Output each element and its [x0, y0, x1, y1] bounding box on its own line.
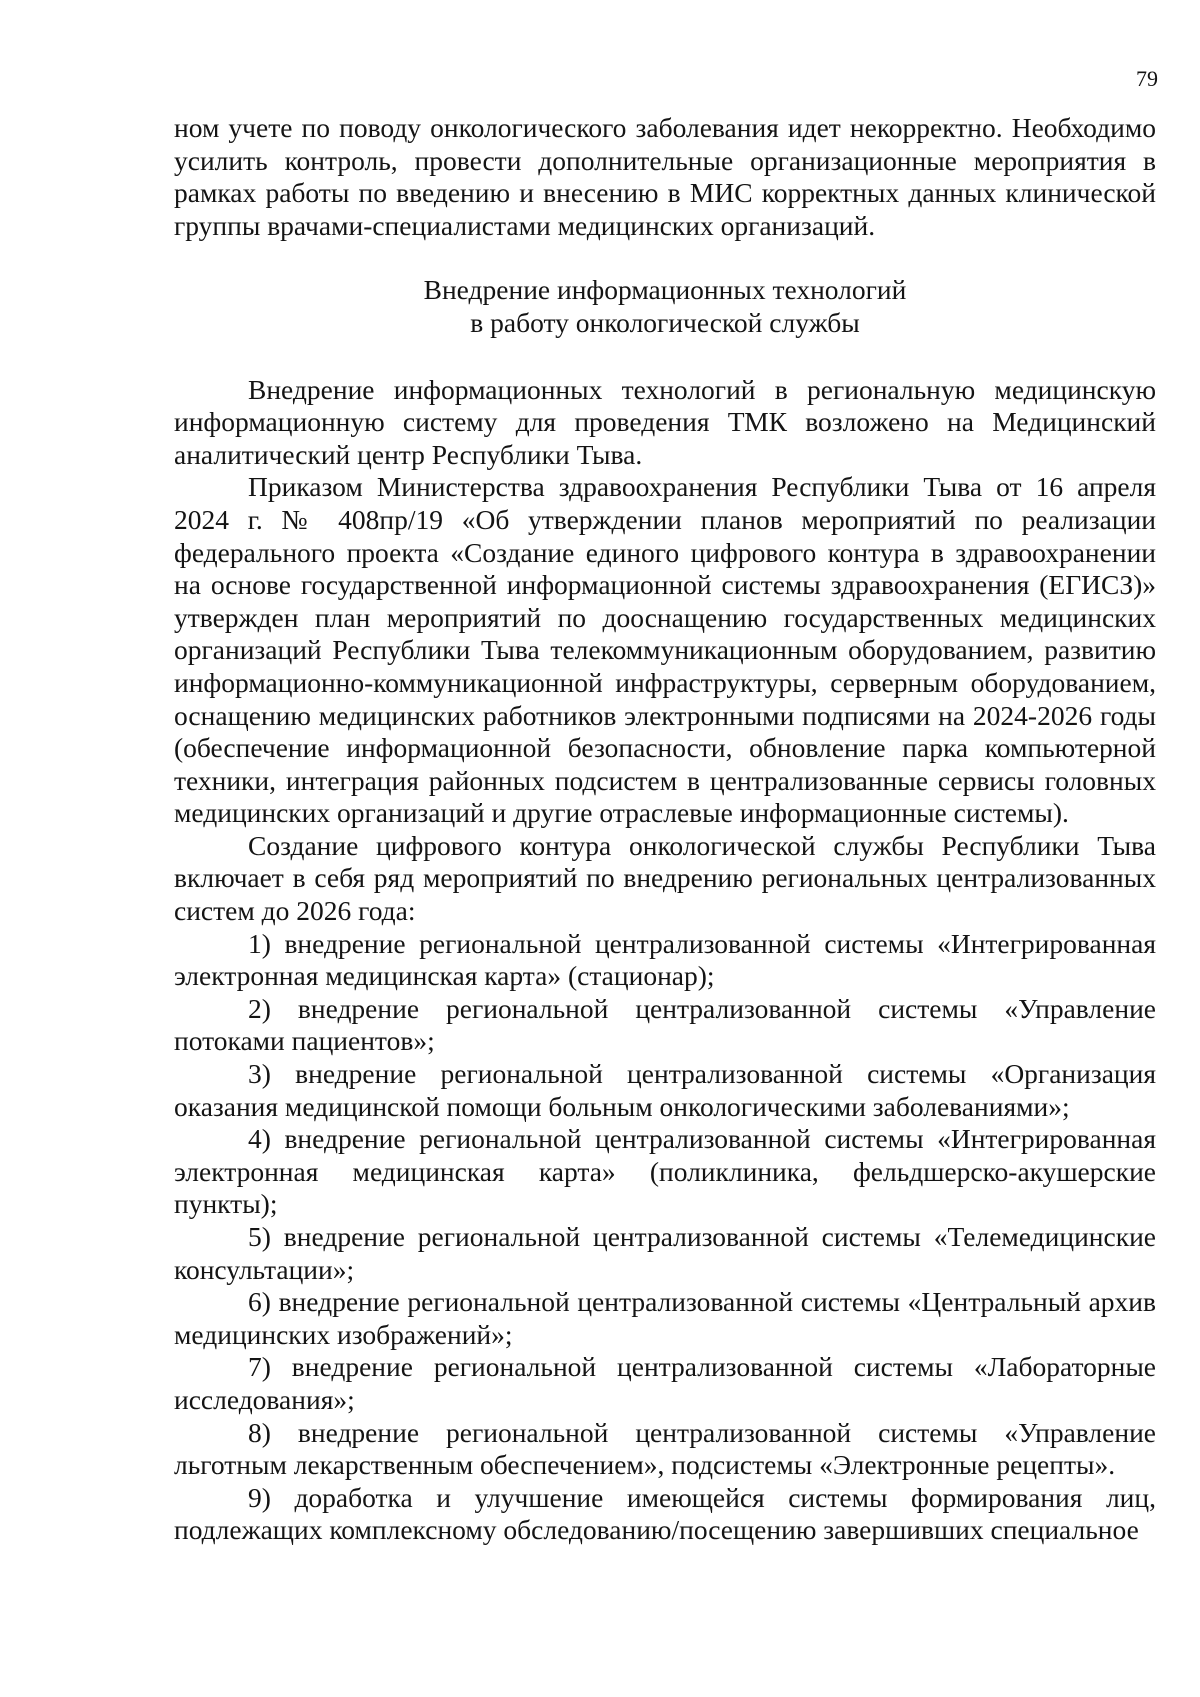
- section-heading: [174, 274, 1156, 339]
- list-item-2: 2) внедрение региональной централизованной системы «Управление потоками пациентов»;: [174, 992, 1156, 1057]
- list-item-4: 4) внедрение региональной централизованной системы «Интегрированная электронная медицинская карта» (поликлиника, фельдшерско-акушерские пункты);: [174, 1123, 1156, 1220]
- section-heading-line-1: Внедрение информационных технологий: [423, 274, 907, 306]
- list-item-8: 8) внедрение региональной централизованной системы «Управление льготным лекарственным обеспечением», подсистемы «Электронные рецепты».: [174, 1416, 1156, 1481]
- section-heading-line-2: в работу онкологической службы: [470, 306, 860, 338]
- document-body: [174, 112, 1156, 1547]
- paragraph-tmk: Внедрение информационных технологий в региональную медицинскую информационную систему для проведения ТМК возложено на Медицинский аналитический центр Республики Тыва.: [174, 373, 1156, 470]
- intro-paragraph: ном учете по поводу онкологического заболевания идет некорректно. Необходимо усилить контроль, провести дополнительные организационные мероприятия в рамках работы по введению и внесению в МИС корректных данных клинической группы врачами-специалистами медицинских организаций.: [174, 112, 1156, 241]
- list-item-1: 1) внедрение региональной централизованной системы «Интегрированная электронная медицинская карта» (стационар);: [174, 927, 1156, 992]
- list-item-5: 5) внедрение региональной централизованной системы «Телемедицинские консультации»;: [174, 1221, 1156, 1285]
- list-item-9: 9) доработка и улучшение имеющейся системы формирования лиц, подлежащих комплексному обследованию/посещению завершивших специальное: [174, 1481, 1156, 1546]
- list-item-6: 6) внедрение региональной централизованной системы «Центральный архив медицинских изображений»;: [174, 1286, 1156, 1350]
- paragraph-order: Приказом Министерства здравоохранения Республики Тыва от 16 апреля 2024 г. № 408пр/19 «Об утверждении планов мероприятий по реализации федерального проекта «Создание единого цифрового контура в здравоохранении на основе государственной информационной системы здравоохранения (ЕГИСЗ)» утвержден план мероприятий по дооснащению государственных медицинских организаций Республики Тыва телекоммуникационным оборудованием, развитию информационно-коммуникационной инфраструктуры, серверным оборудованием, оснащению медицинских работников электронными подписями на 2024-2026 годы (обеспечение информационной безопасности, обновление парка компьютерной техники, интеграция районных подсистем в централизованные сервисы головных медицинских организаций и другие отраслевые информационные системы).: [174, 471, 1156, 829]
- list-item-7: 7) внедрение региональной централизованной системы «Лабораторные исследования»;: [174, 1351, 1156, 1415]
- paragraph-digital-contour: Создание цифрового контура онкологической службы Республики Тыва включает в себя ряд мероприятий по внедрению региональных централизованных систем до 2026 года:: [174, 829, 1156, 927]
- list-item-3: 3) внедрение региональной централизованной системы «Организация оказания медицинской помощи больным онкологическими заболеваниями»;: [174, 1058, 1156, 1122]
- page-number: 79: [1136, 66, 1158, 91]
